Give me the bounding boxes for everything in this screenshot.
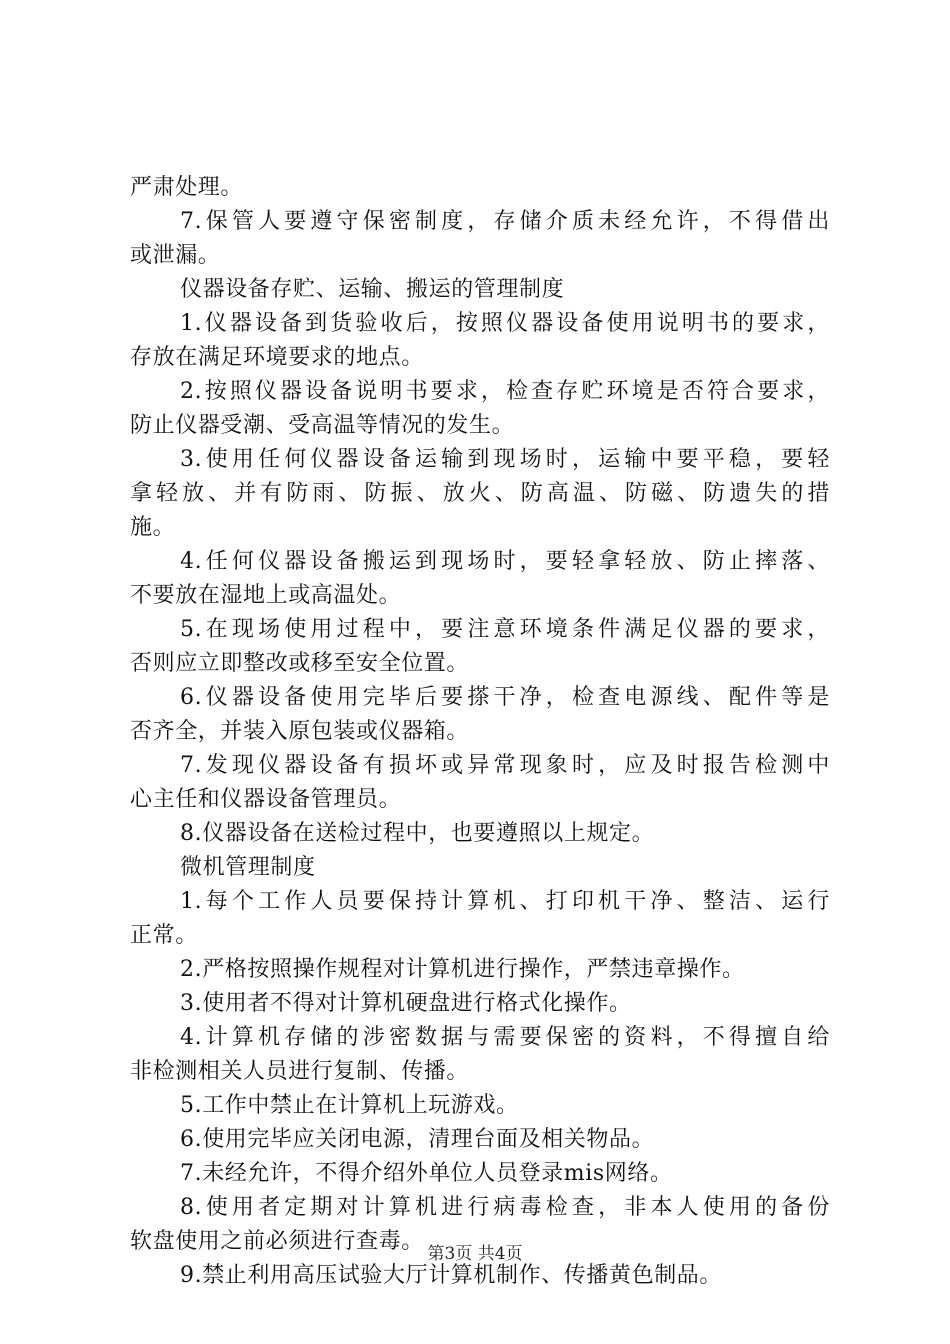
document-line: 2.严格按照操作规程对计算机进行操作，严禁违章操作。: [180, 957, 745, 982]
document-line: 拿轻放、并有防雨、防振、放火、防高温、防磁、防遗失的措: [130, 481, 830, 506]
document-body: [130, 171, 830, 1293]
document-line: 4.任何仪器设备搬运到现场时，要轻拿轻放、防止摔落、: [180, 549, 830, 574]
document-line: 不要放在湿地上或高温处。: [130, 583, 402, 608]
document-line: 否则应立即整改或移至安全位置。: [130, 651, 470, 676]
document-line: 微机管理制度: [180, 855, 316, 880]
document-line: 7.保管人要遵守保密制度，存储介质未经允许，不得借出: [180, 209, 830, 234]
document-line: 1.仪器设备到货验收后，按照仪器设备使用说明书的要求，: [180, 311, 830, 336]
document-line: 1.每个工作人员要保持计算机、打印机干净、整洁、运行: [180, 889, 830, 914]
document-line: 正常。: [130, 923, 198, 948]
document-line: 8.使用者定期对计算机进行病毒检查，非本人使用的备份: [180, 1195, 830, 1220]
document-line: 软盘使用之前必须进行查毒。: [130, 1229, 424, 1254]
document-line: 5.在现场使用过程中，要注意环境条件满足仪器的要求，: [180, 617, 830, 642]
document-line: 5.工作中禁止在计算机上玩游戏。: [180, 1093, 519, 1118]
document-line: 或泄漏。: [130, 243, 221, 268]
document-line: 心主任和仪器设备管理员。: [130, 787, 402, 812]
document-line: 4.计算机存储的涉密数据与需要保密的资料，不得擅自给: [180, 1025, 830, 1050]
document-line: 仪器设备存贮、运输、搬运的管理制度: [180, 277, 565, 302]
document-line: 3.使用者不得对计算机硬盘进行格式化操作。: [180, 991, 632, 1016]
page-footer: 第3页 共4页: [427, 1244, 523, 1264]
document-line: 非检测相关人员进行复制、传播。: [130, 1059, 470, 1084]
document-line: 2.按照仪器设备说明书要求，检查存贮环境是否符合要求，: [180, 379, 830, 404]
document-line: 7.发现仪器设备有损坏或异常现象时，应及时报告检测中: [180, 753, 830, 778]
document-line: 3.使用任何仪器设备运输到现场时，运输中要平稳，要轻: [180, 447, 830, 472]
document-line: 否齐全，并装入原包装或仪器箱。: [130, 719, 470, 744]
document-line: 施。: [130, 515, 176, 540]
document-line: 存放在满足环境要求的地点。: [130, 345, 424, 370]
document-line: 6.使用完毕应关闭电源，清理台面及相关物品。: [180, 1127, 655, 1152]
document-line: 6.仪器设备使用完毕后要搽干净，检查电源线、配件等是: [180, 685, 830, 710]
document-line: 8.仪器设备在送检过程中，也要遵照以上规定。: [180, 821, 655, 846]
document-line: 防止仪器受潮、受高温等情况的发生。: [130, 413, 515, 438]
document-line: 严肃处理。: [130, 175, 244, 200]
document-line: 7.未经允许，不得介绍外单位人员登录mis网络。: [180, 1161, 673, 1186]
document-line: 9.禁止利用高压试验大厅计算机制作、传播黄色制品。: [180, 1263, 722, 1288]
